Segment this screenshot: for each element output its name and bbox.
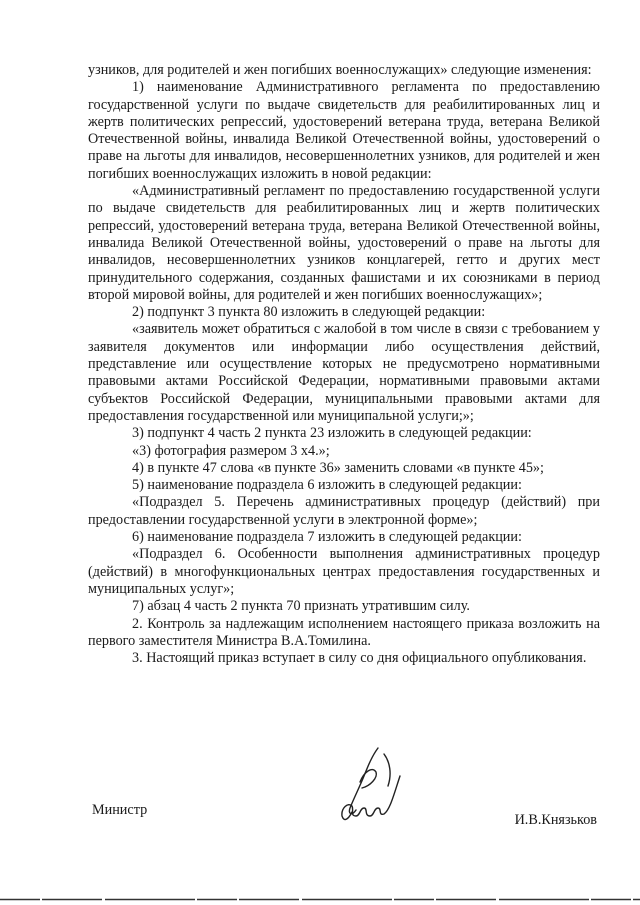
change-item-2: 2) подпункт 3 пункта 80 изложить в следующей редакции: <box>132 304 486 321</box>
position-label: Министр <box>92 802 148 818</box>
signer-name: И.В.Князьков <box>514 812 597 828</box>
intro-paragraph: узников, для родителей и жен погибших военнослужащих» следующие изменения: <box>88 62 592 78</box>
change-item-3: 3) подпункт 4 часть 2 пункта 23 изложить в следующей редакции: <box>132 425 532 442</box>
signature-block <box>0 790 640 850</box>
change-item-5: 5) наименование подраздела 6 изложить в следующей редакции: <box>132 477 522 494</box>
change-item-4: 4) в пункте 47 слова «в пункте 36» заменить словами «в пункте 45»; <box>132 459 544 476</box>
document-body <box>88 62 600 667</box>
change-item-7: 7) абзац 4 часть 2 пункта 70 признать утратившим силу. <box>132 598 470 615</box>
change-item-3-quote: «3) фотография размером 3 х4.»; <box>132 442 330 459</box>
order-item-3: 3. Настоящий приказ вступает в силу со дня официального опубликования. <box>132 650 587 667</box>
handwritten-signature <box>338 742 408 824</box>
change-item-1: 1) наименование Административного регламента по предоставлению государственной услуги по выдаче свидетельств для реабилитированных лиц и жертв политических репрессий, удостоверений ветерана труда, ветерана Великой Отечественной войны, инвалида Великой Отечественной войны, удостоверений о праве на льготы для инвалидов, несовершеннолетних узников, для родителей и жен погибших военнослужащих изложить в новой редакции: <box>88 79 600 182</box>
change-item-6-quote: «Подраздел 6. Особенности выполнения административных процедур (действий) в многофункциональных центрах предоставления государственных и муниципальных услуг»; <box>88 546 600 597</box>
change-item-5-quote: «Подраздел 5. Перечень административных процедур (действий) при предоставлении государственной услуги в электронной форме»; <box>88 494 600 528</box>
change-item-2-quote: «заявитель может обратиться с жалобой в том числе в связи с требованием у заявителя документов или информации либо осуществления действий, представление или осуществление которых не предусмотрено нормативными правовыми актами Российской Федерации, нормативными правовыми актами субъектов Российской Федерации, муниципальными правовыми актами для предоставления государственной или муниципальной услуги;»; <box>88 321 600 424</box>
change-item-1-quote: «Административный регламент по предоставлению государственной услуги по выдаче свидетельств для реабилитированных лиц и жертв политических репрессий, удостоверений ветерана труда, ветерана Великой Отечественной войны, инвалида Великой Отечественной войны, удостоверений о праве на льготы для инвалидов, несовершеннолетних узников концлагерей, гетто и других мест принудительного содержания, созданных фашистами и их союзниками в период второй мировой войны, для родителей и жен погибших военнослужащих»; <box>88 183 600 303</box>
change-item-6: 6) наименование подраздела 7 изложить в следующей редакции: <box>132 529 522 546</box>
bottom-scan-line <box>0 898 640 901</box>
order-item-2: 2. Контроль за надлежащим исполнением настоящего приказа возложить на первого заместителя Министра В.А.Томилина. <box>88 615 600 649</box>
